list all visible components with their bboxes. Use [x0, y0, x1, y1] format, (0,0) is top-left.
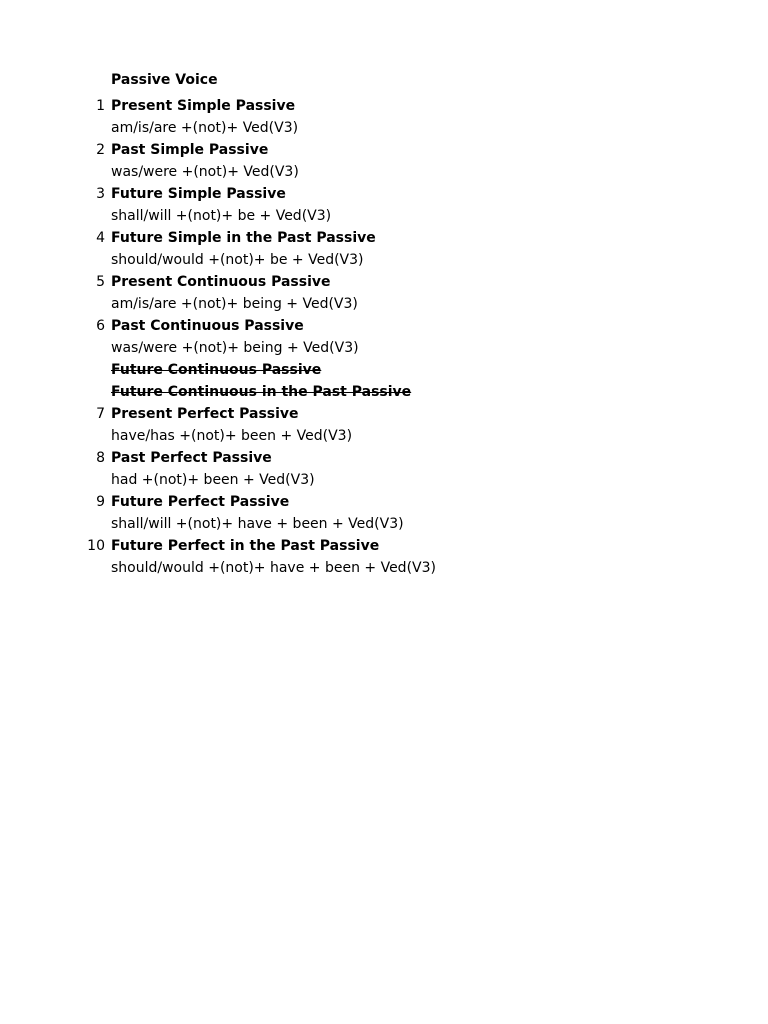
row-text: should/would +(not)+ have + been + Ved(V3) [111, 560, 436, 576]
list-row [0, 249, 768, 271]
row-text: should/would +(not)+ be + Ved(V3) [111, 252, 364, 268]
row-text: was/were +(not)+ being + Ved(V3) [111, 340, 359, 356]
row-number: 2 [96, 142, 105, 158]
row-text: shall/will +(not)+ be + Ved(V3) [111, 208, 332, 224]
row-text: Past Simple Passive [111, 142, 269, 158]
list-row [0, 205, 768, 227]
row-text: Future Perfect Passive [111, 494, 290, 510]
row-text: Present Simple Passive [111, 98, 296, 114]
list-row [0, 469, 768, 491]
row-number: 3 [96, 186, 105, 202]
row-number: 1 [96, 98, 105, 114]
list-row [0, 557, 768, 579]
list-row [0, 139, 768, 161]
row-text: Present Perfect Passive [111, 406, 299, 422]
row-number: 9 [96, 494, 105, 510]
row-number: 8 [96, 450, 105, 466]
list-row [0, 271, 768, 293]
row-text: had +(not)+ been + Ved(V3) [111, 472, 315, 488]
list-row [0, 381, 768, 403]
row-text: have/has +(not)+ been + Ved(V3) [111, 428, 353, 444]
list-row [0, 183, 768, 205]
list-row [0, 161, 768, 183]
row-number: 4 [96, 230, 105, 246]
row-number: 10 [87, 538, 105, 554]
row-text: Past Continuous Passive [111, 318, 304, 334]
list-row [0, 117, 768, 139]
row-text: Past Perfect Passive [111, 450, 272, 466]
row-number: 7 [96, 406, 105, 422]
row-text: am/is/are +(not)+ being + Ved(V3) [111, 296, 358, 312]
list-row [0, 491, 768, 513]
row-text: was/were +(not)+ Ved(V3) [111, 164, 299, 180]
list-row [0, 227, 768, 249]
page-title: Passive Voice [111, 72, 218, 88]
row-text: Present Continuous Passive [111, 274, 331, 290]
list-row [0, 359, 768, 381]
row-number: 5 [96, 274, 105, 290]
list-row [0, 535, 768, 557]
row-text: Future Simple Passive [111, 186, 286, 202]
list-row [0, 337, 768, 359]
row-text: am/is/are +(not)+ Ved(V3) [111, 120, 299, 136]
list-row [0, 315, 768, 337]
list-row [0, 403, 768, 425]
row-text: Future Simple in the Past Passive [111, 230, 376, 246]
list-row [0, 425, 768, 447]
list-row [0, 95, 768, 117]
list-row [0, 513, 768, 535]
row-text-struck: Future Continuous in the Past Passive [111, 384, 412, 400]
row-text: shall/will +(not)+ have + been + Ved(V3) [111, 516, 404, 532]
row-text: Future Perfect in the Past Passive [111, 538, 380, 554]
passive-voice-list [0, 95, 768, 579]
row-text-struck: Future Continuous Passive [111, 362, 322, 378]
row-number: 6 [96, 318, 105, 334]
list-row [0, 447, 768, 469]
list-row [0, 293, 768, 315]
